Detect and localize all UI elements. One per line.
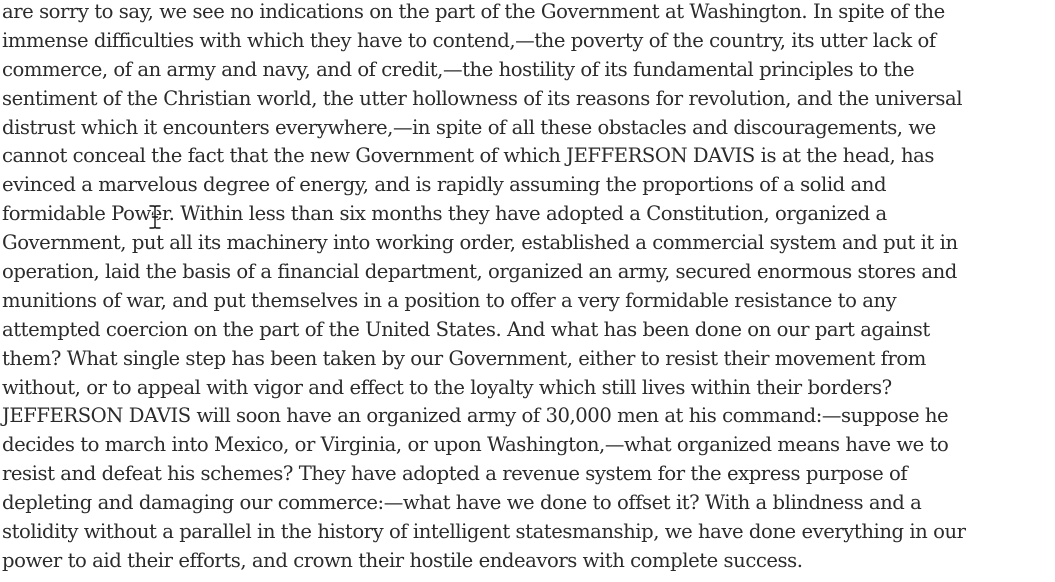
paragraph-line: formidable Power. Within less than six months they have adopted a Constitution, organized a — [2, 202, 887, 226]
paragraph-line: decides to march into Mexico, or Virginia, or upon Washington,—what organized means have we to — [2, 433, 949, 457]
paragraph-line: cannot conceal the fact that the new Government of which JEFFERSON DAVIS is at the head, has — [2, 144, 935, 168]
paragraph-line: them? What single step has been taken by our Government, either to resist their movement from — [2, 346, 926, 370]
paragraph-line: immense difficulties with which they have to contend,—the poverty of the country, its utter lack of — [2, 28, 936, 52]
paragraph-line: distrust which it encounters everywhere,—in spite of all these obstacles and discouragements, we — [2, 115, 936, 139]
paragraph-line: sentiment of the Christian world, the utter hollowness of its reasons for revolution, and the universal — [2, 86, 963, 110]
paragraph-line: Government, put all its machinery into working order, established a commercial system and put it in — [2, 231, 958, 255]
paragraph-line: attempted coercion on the part of the United States. And what has been done on our part against — [2, 317, 930, 341]
text-cursor-icon — [148, 204, 162, 230]
paragraph-line: operation, laid the basis of a financial department, organized an army, secured enormous stores and — [2, 260, 957, 284]
paragraph-line: JEFFERSON DAVIS will soon have an organized army of 30,000 men at his command:—suppose he — [2, 404, 949, 428]
paragraph-line: commerce, of an army and navy, and of credit,—the hostility of its fundamental principles to the — [2, 57, 915, 81]
paragraph-line: resist and defeat his schemes? They have adopted a revenue system for the express purpose of — [2, 462, 908, 486]
article-paragraph — [2, 0, 1055, 576]
paragraph-line: are sorry to say, we see no indications on the part of the Government at Washington. In spite of the — [2, 0, 945, 23]
paragraph-line: power to aid their efforts, and crown their hostile endeavors with complete success. — [2, 548, 803, 572]
paragraph-line: evinced a marvelous degree of energy, and is rapidly assuming the proportions of a solid and — [2, 173, 887, 197]
paragraph-line: stolidity without a parallel in the history of intelligent statesmanship, we have done everything in our — [2, 520, 966, 544]
paragraph-line: depleting and damaging our commerce:—what have we done to offset it? With a blindness and a — [2, 491, 922, 515]
paragraph-line: without, or to appeal with vigor and effect to the loyalty which still lives within their borders? — [2, 375, 892, 399]
paragraph-line: munitions of war, and put themselves in a position to offer a very formidable resistance to any — [2, 288, 897, 312]
